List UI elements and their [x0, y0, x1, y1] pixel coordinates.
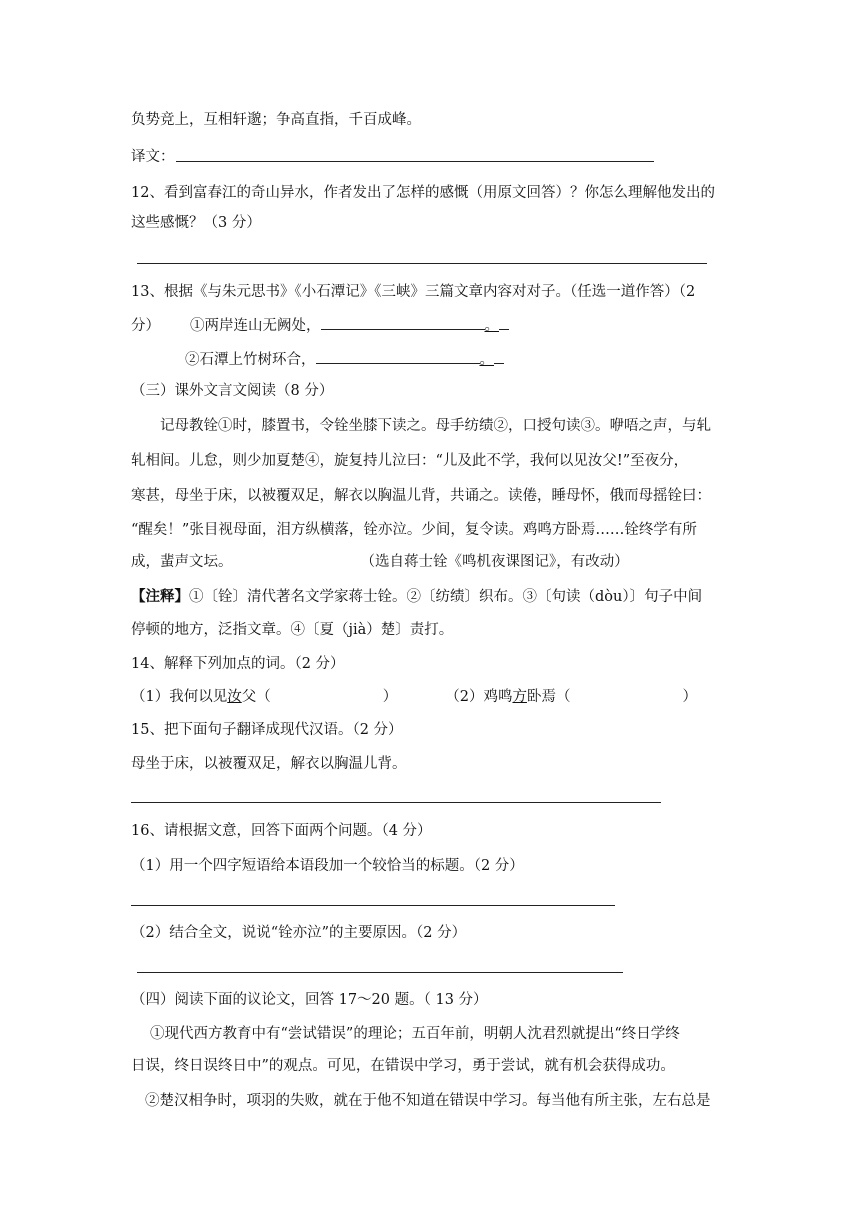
question-16: 16、请根据文意，回答下面两个问题。（4 分）: [131, 823, 432, 839]
answer-line[interactable]: [137, 972, 623, 973]
answer-line[interactable]: [131, 802, 661, 803]
translation-label: 译文：: [131, 149, 175, 165]
question-13-line1: 13、根据《与朱元思书》《小石潭记》《三峡》三篇文章内容对对子。（任选一道作答）（2: [131, 284, 696, 300]
q14-item1-open: 父（: [241, 689, 271, 705]
section-3-heading: （三）课外文言文阅读（8 分）: [131, 383, 334, 399]
blank-period: 。: [479, 352, 494, 368]
translation-line: [131, 147, 175, 167]
passage-source: （选自蒋士铨《鸣机夜课图记》，有改动）: [360, 554, 629, 570]
blank-tail: [499, 315, 509, 330]
points-text: 分）: [131, 318, 160, 334]
notes-line2: 停顿的地方，泛指文章。④〔夏（jià）楚〕责打。: [131, 622, 454, 638]
answer-line[interactable]: [137, 263, 707, 264]
question-13-line2: [131, 315, 509, 336]
couplet-1: ①两岸连山无阙处，: [190, 318, 321, 334]
blank-period: 。: [484, 318, 499, 334]
passage-line: 记母教铨①时，膝置书，令铨坐膝下读之。母手纺绩②，口授句读③。咿唔之声，与轧: [160, 418, 711, 434]
answer-line[interactable]: [131, 905, 615, 906]
question-14: 14、解释下列加点的词。（2 分）: [131, 656, 345, 672]
article-line: 日误，终日误终日中”的观点。可见，在错误中学习，勇于尝试，就有机会获得成功。: [131, 1058, 675, 1074]
answer-line[interactable]: [176, 161, 654, 162]
blank-tail: [494, 349, 504, 364]
q14-item1-text: （1）我何以见: [131, 689, 228, 705]
question-15: 15、把下面句子翻译成现代汉语。（2 分）: [131, 722, 403, 738]
question-16-2: （2）结合全文，说说“铨亦泣”的主要原因。（2 分）: [131, 925, 467, 941]
passage-end: 成，蜚声文坛。: [131, 554, 233, 570]
blank-1[interactable]: [321, 315, 485, 330]
notes-label: 【注释】: [131, 588, 189, 605]
question-12-line1: 12、看到富春江的奇山异水，作者发出了怎样的感慨（用原文回答）？你怎么理解他发出的: [131, 185, 715, 201]
notes-text: ①〔铨〕清代著名文学家蒋士铨。②〔纺绩〕织布。③〔句读（dòu）〕句子中间: [189, 589, 703, 605]
couplet-2: ②石潭上竹树环合，: [185, 352, 316, 368]
blank-2[interactable]: [316, 349, 480, 364]
q14-item2-text: （2）鸡鸣: [445, 689, 513, 705]
q14-item1-close: ）: [382, 689, 398, 705]
q14-item2-open: 卧焉（: [526, 689, 571, 705]
notes-line1: [131, 587, 702, 607]
dotted-word: 汝: [227, 689, 242, 705]
passage-line: 轧相间。儿怠，则少加夏楚④，旋复持儿泣曰：“儿及此不学，我何以见汝父!”至夜分，: [131, 453, 689, 469]
dotted-word: 方: [512, 689, 527, 705]
passage-line: [131, 552, 629, 572]
question-13-line3: [185, 349, 504, 370]
section-4-heading: （四）阅读下面的议论文，回答 17～20 题。（ 13 分）: [131, 992, 488, 1008]
passage-line: “醒矣！”张目视母面，泪方纵横落，铨亦泣。少间，复令读。鸡鸣方卧焉……铨终学有所: [131, 522, 697, 538]
q14-item2-close: ）: [682, 689, 697, 705]
question-15-sentence: 母坐于床，以被覆双足，解衣以胸温儿背。: [131, 756, 407, 772]
passage-line: 寒甚，母坐于床，以被覆双足，解衣以胸温儿背，共诵之。读倦，睡母怀，俄而母摇铨曰：: [131, 488, 711, 504]
text-line: 负势竞上，互相轩邈；争高直指，千百成峰。: [131, 112, 421, 128]
question-14-items: [131, 687, 697, 707]
article-line: ①现代西方教育中有“尝试错误”的理论；五百年前，明朝人沈君烈就提出“终日学终: [150, 1026, 680, 1042]
article-line: ②楚汉相争时，项羽的失败，就在于他不知道在错误中学习。每当他有所主张，左右总是: [145, 1093, 711, 1109]
question-16-1: （1）用一个四字短语给本语段加一个较恰当的标题。（2 分）: [131, 858, 524, 874]
question-12-line2: 这些感慨？（3 分）: [131, 215, 261, 231]
